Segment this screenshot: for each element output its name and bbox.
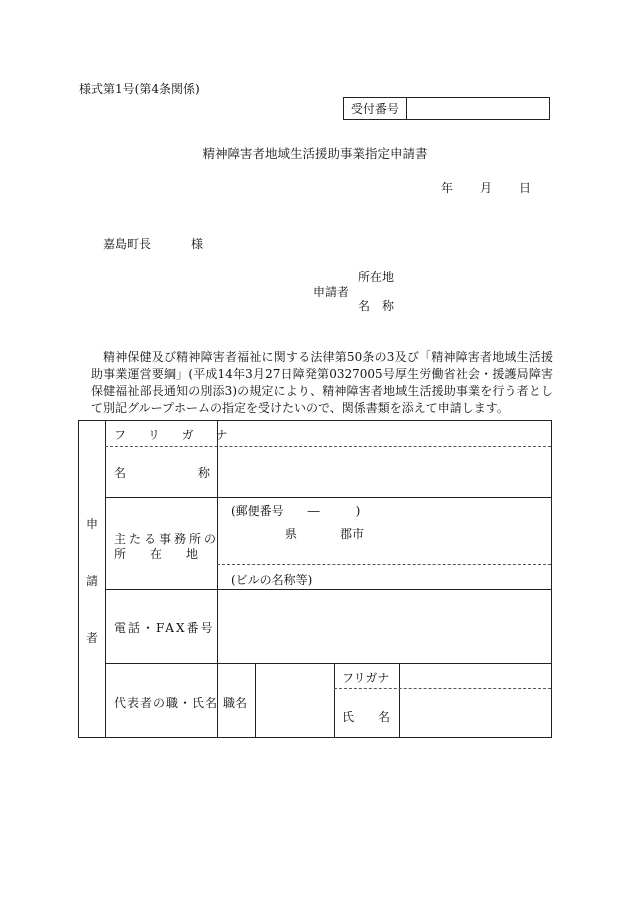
furigana-field[interactable] bbox=[218, 422, 551, 445]
addressee-honorific: 様 bbox=[191, 237, 204, 251]
name-field[interactable] bbox=[218, 447, 551, 496]
representative-label: 代表者の職・氏名 bbox=[114, 696, 219, 710]
phone-fax-field[interactable] bbox=[218, 591, 551, 662]
building-divider bbox=[217, 564, 551, 565]
postal-code-label: (郵便番号 ― ) bbox=[231, 504, 361, 518]
side-label-3: 者 bbox=[86, 631, 99, 645]
document-title: 精神障害者地域生活援助事業指定申請書 bbox=[202, 146, 428, 161]
prefecture-label: 県 bbox=[285, 527, 298, 541]
applicant-label: 申請者 bbox=[313, 285, 350, 299]
side-column-divider bbox=[105, 421, 106, 737]
date-month: 月 bbox=[480, 181, 493, 195]
position-label: 職名 bbox=[223, 696, 248, 710]
date-year: 年 bbox=[441, 181, 454, 195]
application-table bbox=[78, 420, 552, 738]
receipt-number-field[interactable] bbox=[407, 98, 549, 119]
body-paragraph: 精神保健及び精神障害者福祉に関する法律第50条の3及び「精神障害者地域生活援助事業運営要綱」(平成14年3月27日障発第0327005号厚生労働省社会・援護局障害保健福祉部長通知の別添3)の規定により、精神障害者地域生活援助事業を行う者として別記グループホームの指定を受けたいので、関係書類を添えて申請します。 bbox=[91, 350, 553, 415]
office-label-line2: 所 在 地 bbox=[114, 547, 199, 561]
rep-furigana-field[interactable] bbox=[400, 664, 551, 687]
rep-name-label: 氏 名 bbox=[342, 710, 391, 724]
phone-fax-label: 電話・FAX番号 bbox=[114, 621, 215, 635]
row-divider-2 bbox=[105, 589, 551, 590]
city-label: 郡市 bbox=[340, 527, 365, 541]
addressee bbox=[103, 235, 203, 252]
furigana-label: フ リ ガ ナ bbox=[114, 428, 237, 442]
addressee-name: 嘉島町長 bbox=[103, 237, 152, 251]
form-number: 様式第1号(第4条関係) bbox=[79, 82, 200, 96]
applicant-name-label: 名 称 bbox=[358, 299, 395, 313]
date-day: 日 bbox=[519, 181, 532, 195]
side-label-2: 請 bbox=[86, 574, 99, 588]
office-label-line1: 主たる事務所の bbox=[114, 532, 220, 546]
receipt-number-box bbox=[343, 97, 550, 120]
position-field[interactable] bbox=[256, 664, 333, 736]
building-name-label: (ビルの名称等) bbox=[231, 573, 313, 587]
side-label-1: 申 bbox=[86, 517, 99, 531]
row-divider-1 bbox=[105, 497, 551, 498]
date-line bbox=[441, 179, 531, 196]
receipt-number-label: 受付番号 bbox=[344, 98, 407, 119]
name-label: 名 称 bbox=[114, 466, 211, 480]
rep-name-left-divider bbox=[334, 663, 335, 737]
rep-name-field[interactable] bbox=[400, 689, 551, 736]
applicant-address-label: 所在地 bbox=[358, 270, 395, 284]
rep-furigana-label: フリガナ bbox=[342, 671, 390, 685]
